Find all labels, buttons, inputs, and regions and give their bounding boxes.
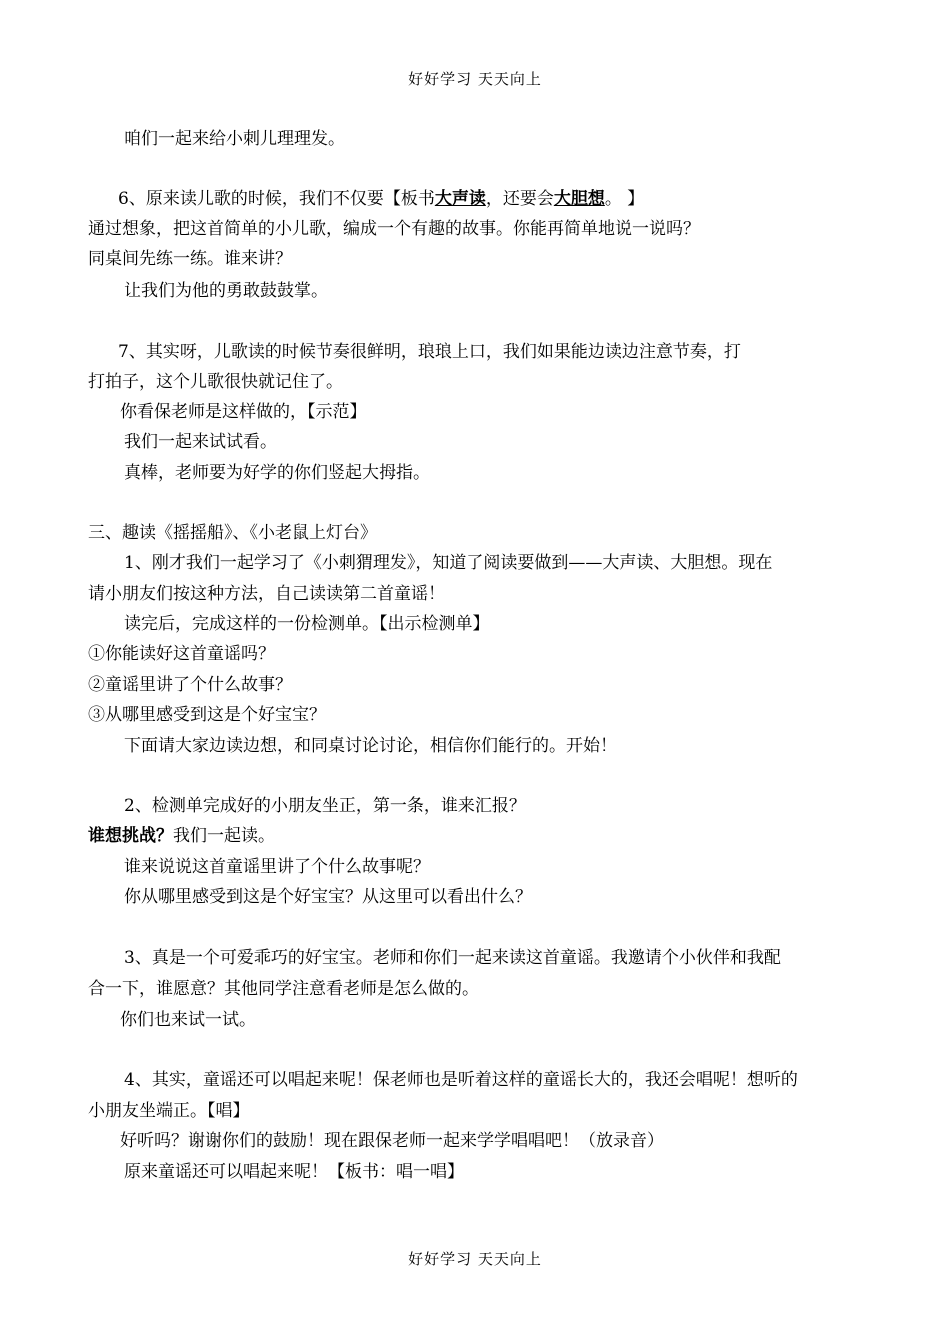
text-line: 原来童谣还可以唱起来呢！【板书：唱一唱】 xyxy=(124,1162,464,1182)
text-line: 2、检测单完成好的小朋友坐正，第一条，谁来汇报？ xyxy=(124,796,526,816)
page-footer: 好好学习 天天向上 xyxy=(408,1250,542,1268)
board-note-loud-reading: 大声读 xyxy=(434,189,486,209)
text-line-with-bold-lead xyxy=(88,825,275,847)
checklist-item: ①你能读好这首童谣吗？ xyxy=(88,644,275,664)
text-line: 让我们为他的勇敢鼓鼓掌。 xyxy=(124,281,328,301)
text-span: 。 】 xyxy=(604,189,645,209)
text-line: 你看保老师是这样做的，【示范】 xyxy=(120,402,367,422)
text-line: 通过想象，把这首简单的小儿歌，编成一个有趣的故事。你能再简单地说一说吗？ xyxy=(88,219,700,239)
bold-prompt: 谁想挑战？ xyxy=(88,826,173,846)
board-note-bold-imagination: 大胆想 xyxy=(553,189,605,209)
text-line: 1、刚才我们一起学习了《小刺猬理发》，知道了阅读要做到——大声读、大胆想。现在 xyxy=(124,553,773,573)
text-line: 合一下，谁愿意？其他同学注意看老师是怎么做的。 xyxy=(88,979,479,999)
text-line: 好听吗？谢谢你们的鼓励！现在跟保老师一起来学学唱唱吧！（放录音） xyxy=(120,1131,664,1151)
text-line: 小朋友坐端正。【唱】 xyxy=(88,1101,250,1121)
text-span: 我们一起读。 xyxy=(173,826,275,846)
text-line-with-board-notes xyxy=(118,188,644,210)
text-span: 6、原来读儿歌的时候，我们不仅要【板书 xyxy=(118,189,435,209)
text-line: 谁来说说这首童谣里讲了个什么故事呢？ xyxy=(124,857,430,877)
text-line: 同桌间先练一练。谁来讲？ xyxy=(88,249,292,269)
text-line: 读完后，完成这样的一份检测单。【出示检测单】 xyxy=(124,614,490,634)
text-line: 你从哪里感受到这是个好宝宝？从这里可以看出什么？ xyxy=(124,887,532,907)
checklist-item: ②童谣里讲了个什么故事？ xyxy=(88,675,292,695)
text-line: 4、其实，童谣还可以唱起来呢！保老师也是听着这样的童谣长大的，我还会唱呢！想听的 xyxy=(124,1070,798,1090)
text-span: ，还要会 xyxy=(485,189,554,209)
text-line: 打拍子，这个儿歌很快就记住了。 xyxy=(88,372,343,392)
text-line: 7、其实呀，儿歌读的时候节奏很鲜明，琅琅上口，我们如果能边读边注意节奏，打 xyxy=(118,342,741,362)
text-line: 3、真是一个可爱乖巧的好宝宝。老师和你们一起来读这首童谣。我邀请个小伙伴和我配 xyxy=(124,948,781,968)
text-line: 你们也来试一试。 xyxy=(120,1010,256,1030)
text-line: 真棒，老师要为好学的你们竖起大拇指。 xyxy=(124,463,430,483)
checklist-item: ③从哪里感受到这是个好宝宝？ xyxy=(88,705,326,725)
text-line: 我们一起来试试看。 xyxy=(124,432,277,452)
text-line: 下面请大家边读边想，和同桌讨论讨论，相信你们能行的。开始！ xyxy=(124,736,617,756)
section-heading: 三、趣读《摇摇船》、《小老鼠上灯台》 xyxy=(88,523,377,543)
page-header: 好好学习 天天向上 xyxy=(408,70,542,88)
text-line: 咱们一起来给小刺儿理理发。 xyxy=(124,129,345,149)
text-line: 请小朋友们按这种方法，自己读读第二首童谣！ xyxy=(88,584,445,604)
